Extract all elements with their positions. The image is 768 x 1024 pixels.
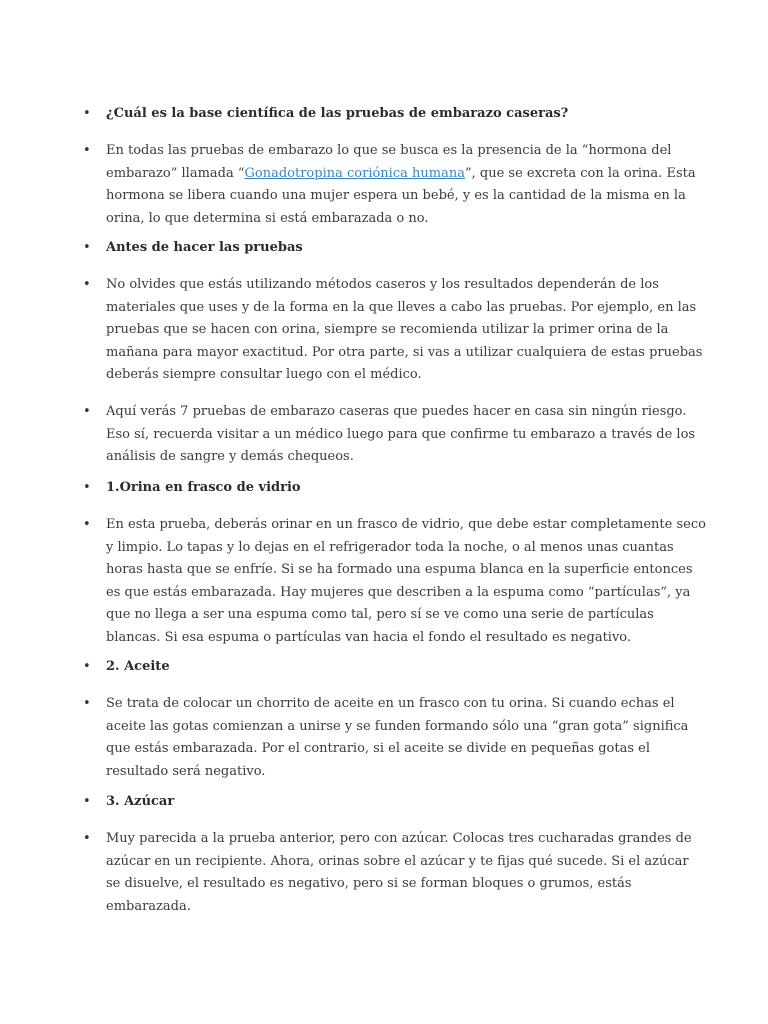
paragraph-text [106,828,692,918]
paragraph-line: No olvides que estás utilizando métodos caseros y los resultados dependerán de los [106,277,659,292]
paragraph-line: se disuelve, el resultado es negativo, pero si se forman bloques o grumos, estás [106,876,632,892]
bullet-icon: • [83,659,91,674]
section-heading: 1.Orina en frasco de vidrio [106,480,301,495]
paragraph-line: Aquí verás 7 pruebas de embarazo caseras que puedes hacer en casa sin ningún riesgo. [106,404,687,419]
line-rest: que se excreta con la orina. Esta [479,165,696,181]
paragraph-line: horas hasta que se enfríe. Si se ha formado una espuma blanca en la superficie entonces [106,562,693,578]
paragraph-line: análisis de sangre y demás chequeos. [106,449,354,465]
bullet-icon: • [83,480,91,495]
section-heading: 3. Azúcar [106,794,175,809]
paragraph-line: y limpio. Lo tapas y lo dejas en el refrigerador toda la noche, o al menos unas cuantas [106,539,674,555]
bullet-icon: • [83,106,91,121]
paragraph-line: embarazada. [106,898,191,914]
paragraph-line: azúcar en un recipiente. Ahora, orinas sobre el azúcar y te fijas qué sucede. Si el azúcar [106,853,689,869]
paragraph-line: que estás embarazada. Por el contrario, si el aceite se divide en pequeñas gotas el [106,741,650,757]
bullet-icon: • [83,277,91,292]
paragraph-line: Eso sí, recuerda visitar a un médico luego para que confirme tu embarazo a través de los [106,426,696,442]
bullet-icon: • [83,794,91,809]
paragraph-text [106,693,689,783]
paragraph-line: En esta prueba, deberás orinar en un frasco de vidrio, que debe estar completamente seco [106,517,706,532]
paragraph-line: mañana para mayor exactitud. Por otra parte, si vas a utilizar cualquiera de estas pruebas [106,344,703,360]
paragraph-line: es que estás embarazada. Hay mujeres que describen a la espuma como “partículas”, ya [106,584,691,600]
paragraph-line: Se trata de colocar un chorrito de aceite en un frasco con tu orina. Si cuando echas el [106,696,675,711]
line-prefix: embarazo” llamada “ [106,165,245,181]
hcg-hormone-link[interactable]: Gonadotropina coriónica humana [244,165,465,181]
paragraph-line: Muy parecida a la prueba anterior, pero con azúcar. Colocas tres cucharadas grandes de [106,831,692,846]
paragraph-text [106,401,696,469]
section-heading: ¿Cuál es la base científica de las pruebas de embarazo caseras? [106,106,569,121]
paragraph-line: aceite las gotas comienzan a unirse y se funden formando sólo una “gran gota” significa [106,718,689,734]
bullet-icon: • [83,240,91,255]
section-heading: Antes de hacer las pruebas [106,240,303,255]
paragraph-text [106,514,706,650]
paragraph-text [106,274,703,387]
paragraph-line: orina, lo que determina si está embarazada o no. [106,210,429,226]
paragraph-line: resultado será negativo. [106,763,266,779]
paragraph-line: En todas las pruebas de embarazo lo que se busca es la presencia de la “hormona del [106,143,672,158]
bullet-icon: • [83,404,91,419]
paragraph-line: pruebas que se hacen con orina, siempre se recomienda utilizar la primer orina de la [106,322,669,338]
paragraph-line-with-link [106,163,696,186]
section-heading: 2. Aceite [106,659,170,674]
bullet-icon: • [83,831,91,846]
paragraph-line: hormona se libera cuando una mujer espera un bebé, y es la cantidad de la misma en la [106,188,686,204]
bullet-icon: • [83,143,91,158]
paragraph-line: blancas. Si esa espuma o partículas van hacia el fondo el resultado es negativo. [106,629,632,645]
bullet-icon: • [83,517,91,532]
paragraph-line: que no llega a ser una espuma como tal, pero sí se ve como una serie de partículas [106,607,654,623]
paragraph-line: materiales que uses y de la forma en la que lleves a cabo las pruebas. Por ejemplo, en las [106,299,697,315]
line-suffix: ”, [464,165,480,181]
paragraph-line: deberás siempre consultar luego con el médico. [106,367,422,383]
bullet-icon: • [83,696,91,711]
paragraph-text [106,140,696,230]
